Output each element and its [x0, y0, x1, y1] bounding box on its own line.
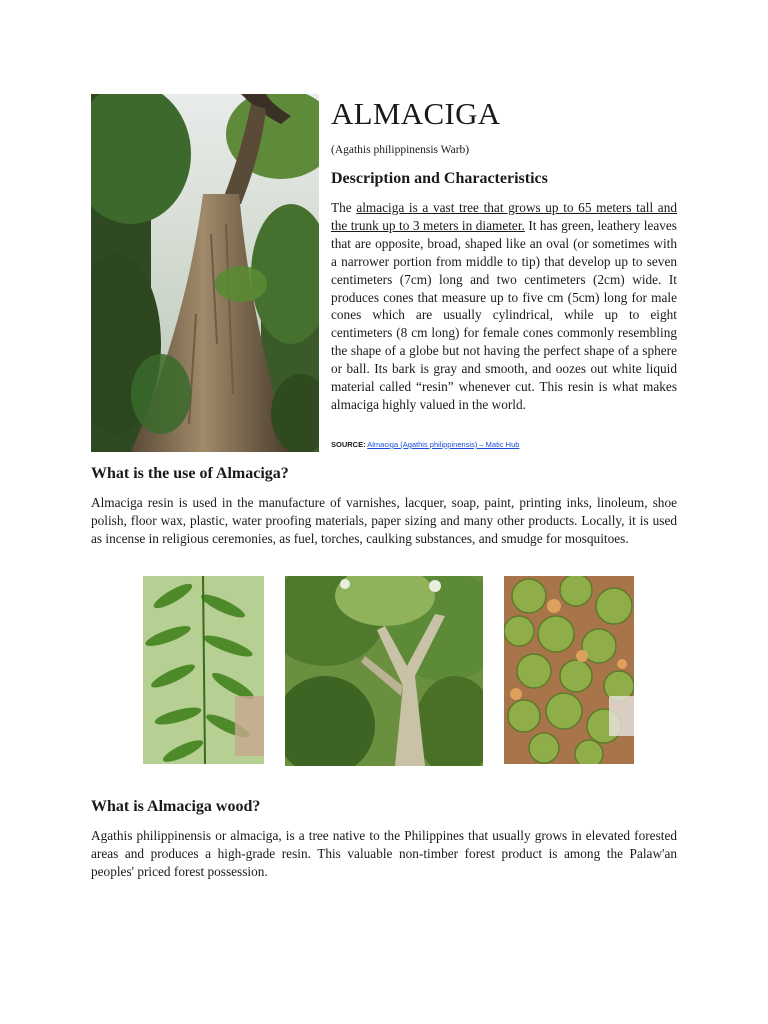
wood-paragraph: Agathis philippinensis or almaciga, is a tree native to the Philippines that usually grows in elevated forested areas and produces a high-grade resin. This valuable non-timber forest product is among the Palaw'an peoples' priced forest possession.	[91, 828, 677, 879]
source-label: SOURCE:	[331, 440, 366, 449]
description-heading: Description and Characteristics	[331, 170, 548, 187]
wood-heading: What is Almaciga wood?	[91, 798, 261, 815]
source-citation	[331, 440, 519, 450]
description-rest: It has green, leathery leaves that are opposite, broad, shaped like an oval (or sometimes with a narrower portion from middle to tip) that develop up to seven centimeters (7cm) long and two centimeters (2cm) wide. It produces cones that measure up to five cm (5cm) long for male cones which are usually cylindrical, while up to eight centimeters (8 cm long) for female cones commonly resembling the shape of a globe but not having the perfect shape of a sphere or ball. Its bark is gray and smooth, and oozes out white liquid material called “resin” whenever cut. This resin is what makes almaciga highly valued in the world.	[331, 217, 677, 412]
scientific-name: (Agathis philippinensis Warb)	[331, 144, 470, 156]
use-heading: What is the use of Almaciga?	[91, 465, 289, 482]
use-paragraph: Almaciga resin is used in the manufacture of varnishes, lacquer, soap, paint, printing inks, linoleum, shoe polish, floor wax, plastic, water proofing materials, paper sizing and many other products. Locally, it is used as incense in religious ceremonies, as fuel, torches, caulking substances, and smudge for mosquitoes.	[91, 495, 677, 546]
canopy-photo	[285, 576, 483, 766]
page-title: ALMACIGA	[331, 96, 501, 131]
source-link[interactable]: Almaciga (Agathis philippinensis) – Matic Hub	[367, 440, 520, 449]
cones-photo	[504, 576, 634, 764]
leaves-photo	[143, 576, 264, 764]
description-paragraph	[331, 199, 677, 414]
tree-trunk-photo	[91, 94, 319, 452]
description-lead: The	[331, 200, 357, 215]
description-highlight: almaciga is a vast tree that grows up to 65 meters tall and the trunk up to 3 meters in diameter.	[331, 200, 678, 233]
